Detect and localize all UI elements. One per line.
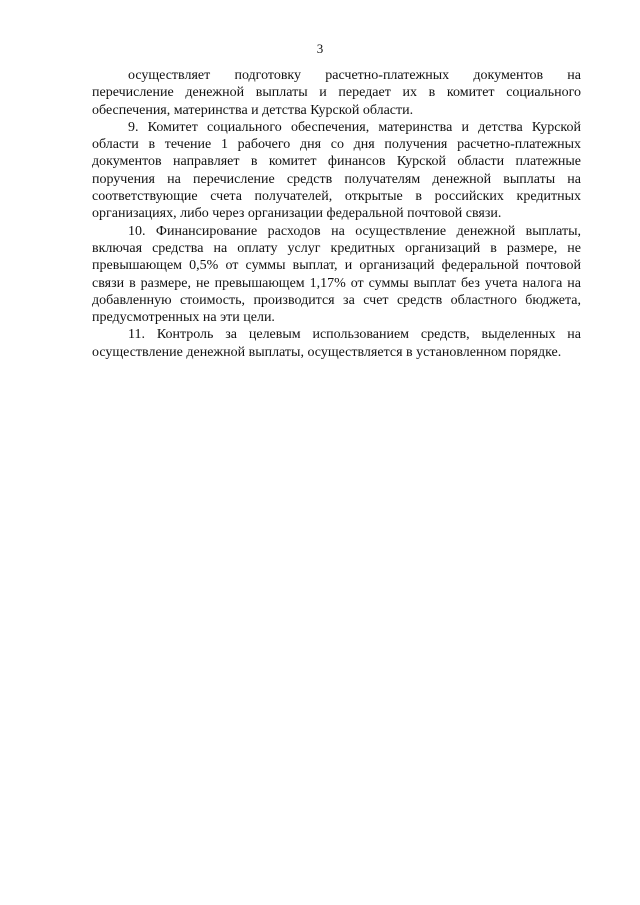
paragraph-continuation: осуществляет подготовку расчетно-платежных документов на перечисление денежной выплаты и передает их в комитет социального обеспечения, материнства и детства Курской области. (92, 68, 581, 118)
paragraph-item-9: 9. Комитет социального обеспечения, материнства и детства Курской области в течение 1 рабочего дня со дня получения расчетно-платежных документов направляет в комитет финансов Курской области платежные поручения на перечисление средств получателям денежной выплаты на соответствующие счета получателей, открытые в российских кредитных организациях, либо через организации федеральной почтовой связи. (92, 119, 581, 222)
document-body (92, 67, 581, 361)
paragraph-item-10: 10. Финансирование расходов на осуществление денежной выплаты, включая средства на оплату услуг кредитных организаций в размере, не превышающем 0,5% от суммы выплат, и организаций федеральной почтовой связи в размере, не превышающем 1,17% от суммы выплат без учета налога на добавленную стоимость, производится за счет средств областного бюджета, предусмотренных на эти цели. (92, 223, 581, 326)
page-number: 3 (316, 41, 324, 56)
paragraph-item-11: 11. Контроль за целевым использованием средств, выделенных на осуществление денежной выплаты, осуществляется в установленном порядке. (92, 327, 581, 360)
